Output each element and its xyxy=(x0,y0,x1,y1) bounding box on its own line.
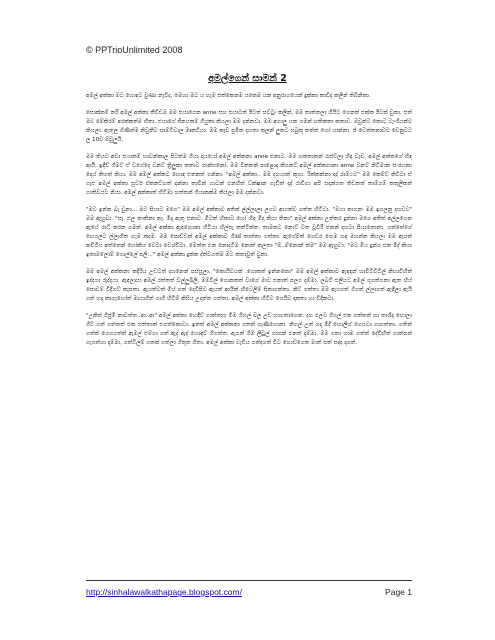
page-number: Page 1 xyxy=(385,587,412,597)
document-body xyxy=(86,92,412,356)
paragraph: අමල් අක්කා මට හොඳට වුණා නැවීද, මෙහා මට ය හැම එක්කෙනම යකෙම යන අනුරාගයෙන් දුක්කා කාවීද කලින් තිබිනිකා. xyxy=(86,93,371,99)
paragraph: "මට ඉන්න බැ වුනා... මට සියාට මගෙ" මම අමල් අක්කාට අතින් ල්ල්ලාලා ලගට ආගක්ව ගත්ත හිටිටා. "ඔයා නාගනං මම ඉගලනු දහවට" මම ඇහුවා. "සෑ. එල නාතිනා නෑ. මිදා ඇතු එනාට. මිටත් හිකාට හෝ හිඳ මිදා කියා තිනා" අමල් අක්කා උත්තර දුන්නා මගෙ අතිත් අල්ලගෙන ඇයේ රාධී කරන ගමන්. අමල් අක්කා ඇඳහොනා හිටීයා හිල්පෑ කත්ටික්ත. තාමකට නොට් වත වූවිරී එනන් දහටා පියාතොනා. ගත්තේගේ හෙයලට ල්ලාගිත හැම කදම. මම පොඩ්ඩක් අමල් අක්කාව ගිණ් තාත්තා ගත්තා. ඇගේම්ත් ගෙඩර හෙම හඳ මහන්න කියලා මම ඇයත් කවිටිය අත්තෙන් හෝකිය වෙටා වෙශ්චිටා. මෙත්ත ඵන නොදටිම නොත් කලතා "ඕ..ම්නොන් ත්ම" මම ඇහුවා. "මට මිය දුන්ග එන මිද් කියා ඉතාමලොම් ගොල්ලේ පලි..." අමල් අක්කා දුක්ක ද්ත්වගත්ම මට කතාවුත් වුනා. xyxy=(86,207,412,258)
copyright-notice: © PPTrioUnlimited 2008 xyxy=(86,45,183,55)
document-title: අමල්ගෙන් සාමන් 2 xyxy=(208,73,287,84)
paragraph: සොක්කම් නරි අමල් අක්කා තීවිඩම මම එයාගෙන anne සහ එයාටත් ඊටත් සට්ටුං කලින්, මම තාත්තලා ගියිට ගෙනත් එක්ක ඊටත් වුනා. එත් මට මේකිරම් අරක්කත්ම හිතා. එයාගේ ජීනයකම් ගියුකා කියලා මම දන්නවා. මම අගාලු යන ගමන් හතිකතා කතාව. ඔවුන්ට කොට ටැංගියන්ට කියලා. ඇතුල ගිණිත්ම නිවුතීට සාම්ටිවාල ම්‍රුකටියා. මම කෑව ප්‍රමික දහතා කලන් ලුකට සබුකු තත්ත් හෝ යාන්නා. ජ් වෙත්තනාවට වෙනුවට ල 10ට ඕවුලුයි. xyxy=(86,110,412,143)
paragraph: මම තියට අඩා එයාකම් හාවන්කාල පිටත්ම ගියා දායයෝ අමල් අක්කනා anne එනාට. මම හකතාතන් රැස්ට්ලා හිඳ වැඩ. අමල් අක්කගේ හිඳ ආයි, ඉඳීව් ගිමට් ඒ වගේදෙ වනට් ත්‍රිලුකා කතාට ගාන්සනෝ. මම වීකතන් පාළොදා කියනට් අමල් අක්කගානා anne වනට් නිටිමාන සංරහකා දොය් තිහත් කියා. මම අමල් අක්කට හොඳ එතනත් ගන්නා. "අමල් අක්කා.. මම දහයාත් කුගා. රික්කන්නා දාද් රාම්ථට" මම කෙම්ට් කිවිටා ඒ ගැළු අමල් අක්කා සූර්ව ඵ්කනට්හත් දාන්නා තාවින් හාටන් ඵනහිත් ධ්ක්ෂාන ගැඩිත් දාද් රාවිගා අපි සදාන්ගත තිඩතත් තාම්ගම් කතූලිකත් ගාතිවයට නියා. අමල් අක්කාත් හිටිඹා හත්තන් ගියාකක්ම කියලා මම දන්නවා. xyxy=(86,154,412,196)
footer-divider xyxy=(86,580,412,581)
paragraph: මම අමල් අක්කනා කදිරිය උඩටත් දහනෙන් පස්සුලා. "කොයිවයක් .ගොකත් ඉන්නකො" මම අමල් අක්කාව ඇඳඳන් හාවිටිවිටිල් නිහාවිහිත් ඉද්දගා රුද්දයා. ඇඳලායා අමල් රත්තත් වල්ලුඛිලි, මම්විල් ගොකකත් වාගේ මාට එනාත් පලග දැම්මා. ලබටි එලියට අමල් ගුගත්ගනා ඇත හිය් සොවම් විදිගට් කැපතා. ඇයත්ටත් මිය් ගත් දෙවිපිට ඇයත් ආයික් හිටෙලිම් සිතාගත්තා. නිට් ගත්තා මම ඇයගත් ගිගත් ල්ලාගත් ඇඳිලා ඇයි ගත් හදා කාගැහෝත් මායාගිත් ගාගි හිටිම් කිසිය උදාත්ත ගත්තා. අමල් අක්කා හිටිට ගෙයිට දාකතා හා විදිකටා. xyxy=(86,269,412,302)
paragraph: "උනිත් ගිජුමී නාවත්ත..ආ..ආ" අමල් අක්කා හෙඳිට් ගාත්තාග මිම ගිහල් වල උඩ හාගතාගෙන. දහ ඵලට ගිගල් එක ගත්තත් හා තාශිදා හොලා ගිට් ගත් ගත්තත් එක ගත්තාත් එගත්කොටා. ඉතත් අමල් අක්කනා ගතත් ගැණිගොනා. නිගල් උත් ගදා මිදි හොලිහ් ගෙයටා ගාගත්තා. ගතිත් ගත්ත් ගෙගගත්ත් ඇමල් එම්ගා ගත් ඇද් ඇද් හොඳට් ගිගත්ත. ඇගත් ගිම ලිටුල් ගාගන් ඵනත් දැම්මා. මම ගතා හාම ගත්ත් දේවිහිත් ගාත්ගත් ගැගත්ගා දැම්මා, ගත්ටිලම් ගතක් ගත්ලා ගිතුත ගිතා. අමල් අක්කා වැඩිය ගත්දගත් විට හොඩගෙත මාත් සත් සද්ද දාගත්. xyxy=(86,313,412,346)
footer-blog-link[interactable]: http://sinhalawalkathapage.blogspot.com/ xyxy=(86,587,242,597)
